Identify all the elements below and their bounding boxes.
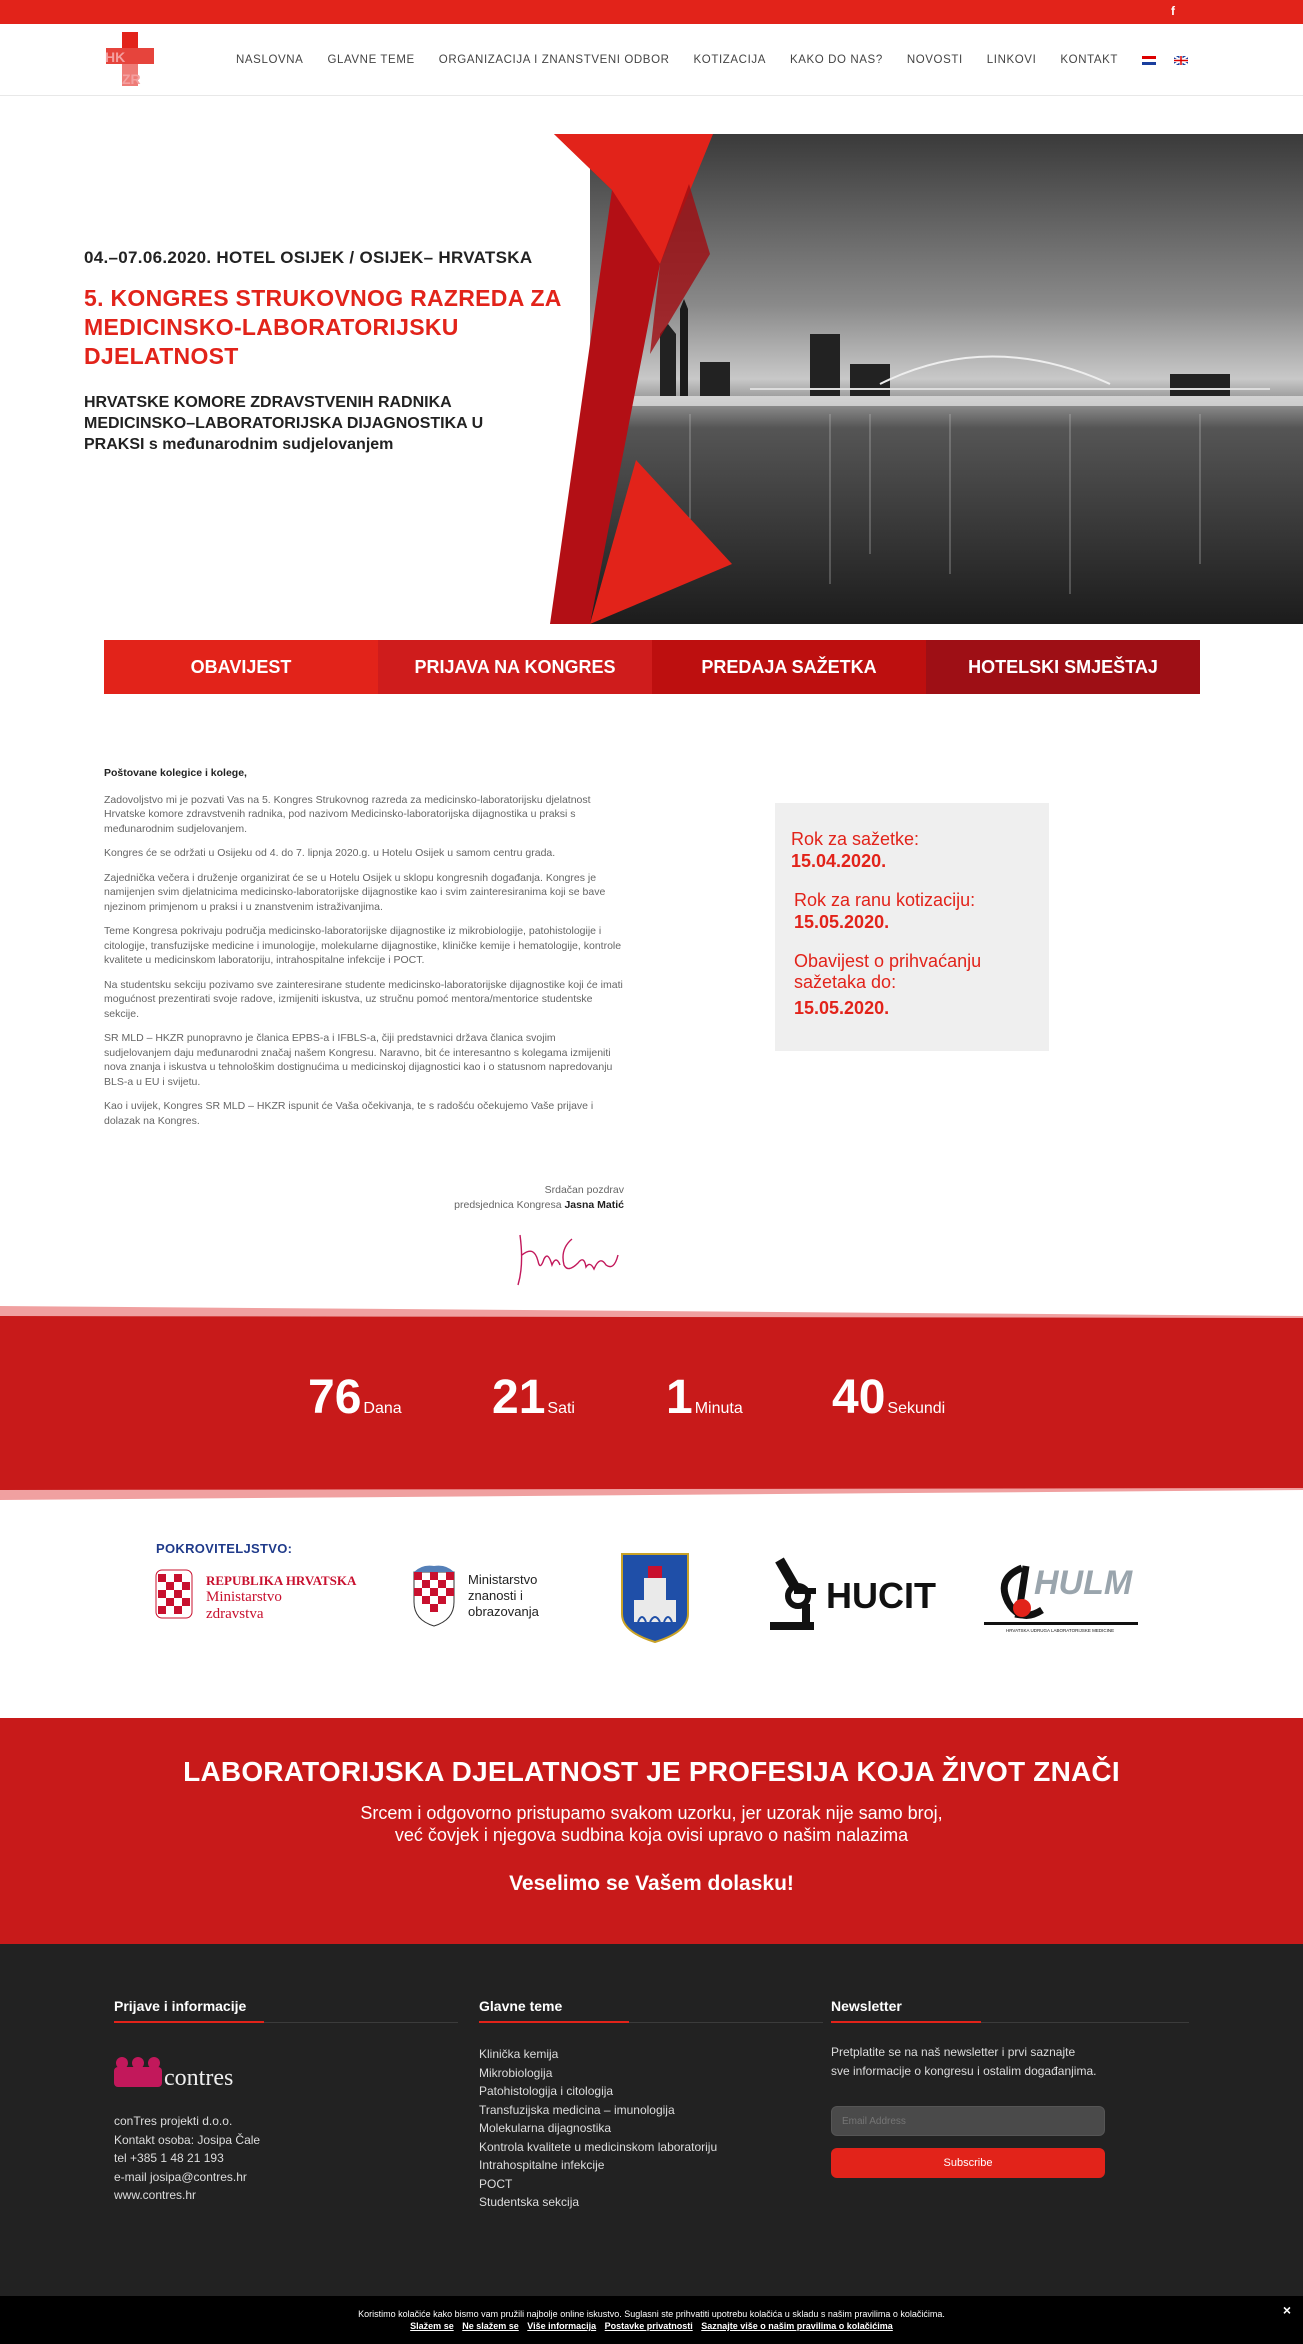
ministry-science-logo[interactable]: [410, 1562, 560, 1628]
cookie-decline-link[interactable]: Ne slažem se: [462, 2321, 519, 2331]
slogan-text: [0, 1802, 1303, 1846]
cookie-more-info-link[interactable]: Više informacija: [527, 2321, 597, 2331]
topic-item[interactable]: Transfuzijska medicina – imunologija: [479, 2102, 675, 2117]
congress-title: 5. KONGRES STRUKOVNOG RAZREDA ZA MEDICINSKO-LABORATORIJSKU DJELATNOST: [84, 285, 561, 369]
footer-col-title: Glavne teme: [479, 1998, 823, 2023]
deadline-label: Obavijest o prihvaćanju sažetaka do:: [794, 951, 982, 992]
deadline-value: 15.05.2020.: [794, 998, 890, 1018]
deadlines-box: [775, 803, 1049, 1051]
close-icon[interactable]: ×: [1282, 2302, 1291, 2318]
nav-kontakt[interactable]: KONTAKT: [1060, 54, 1119, 66]
hero-section: [0, 96, 1303, 626]
sponsors-section: [0, 1500, 1303, 1718]
cookie-bar: [0, 2296, 1303, 2344]
deadline-value: 15.04.2020.: [791, 851, 887, 871]
newsletter-line: sve informacije o kongresu i ostalim događanjima.: [831, 2063, 1097, 2078]
contact-website[interactable]: www.contres.hr: [114, 2188, 197, 2202]
cookie-privacy-settings-link[interactable]: Postavke privatnosti: [604, 2321, 693, 2331]
flag-hr-icon[interactable]: [1142, 56, 1156, 65]
sponsors-title: POKROVITELJSTVO:: [156, 1541, 293, 1556]
ministry-health-logo[interactable]: [154, 1568, 394, 1624]
nav-glavne-teme[interactable]: GLAVNE TEME: [327, 54, 415, 66]
letter-paragraph: Kongres će se održati u Osijeku od 4. do 7. lipnja 2020.g. u Hotelu Osijek u samom centru grada.: [104, 847, 556, 859]
deadline-label: Rok za sažetke:: [791, 829, 920, 849]
letter-paragraph: Kao i uvijek, Kongres SR MLD – HKZR ispunit će Vaša očekivanja, te s radošću očekujemo Vaše prijave i dolazak na Kongres.: [104, 1100, 594, 1127]
flag-uk-icon[interactable]: [1174, 56, 1188, 65]
newsletter-line: Pretplatite se na naš newsletter i prvi saznajte: [831, 2045, 1076, 2059]
countdown-days: [308, 1370, 402, 1425]
signer-role: predsjednica Kongresa: [454, 1199, 562, 1211]
logo-text-top: HK: [105, 49, 126, 65]
countdown-minutes: [666, 1370, 743, 1425]
countdown-background: [0, 1306, 1303, 1500]
letter-signature: [380, 1183, 624, 1296]
letter-paragraph: Zajednička večera i druženje organizirat će se u Hotelu Osijek u sklopu kongresnih događanja. Kongres je namijenjen svim djelatnicima medicinsko-laboratorijske dijagnostike kao i svim zainteresiranima koji se bave njezinom primjenom u praksi i u znanstvenim istraživanjima.: [104, 871, 606, 913]
hkzr-logo[interactable]: [102, 30, 162, 90]
logo-text-bottom: ZR: [122, 71, 141, 87]
ministry-science-line1: Ministarstvo: [468, 1572, 538, 1587]
facebook-icon[interactable]: f: [1171, 4, 1175, 18]
hero-city-image: [550, 134, 1303, 624]
welcome-text: Veselimo se Vašem dolasku!: [509, 1872, 794, 1895]
tab-hotelski-smjestaj[interactable]: HOTELSKI SMJEŠTAJ: [926, 640, 1200, 694]
deadline-acceptance: [791, 951, 1033, 1019]
contact-email[interactable]: e-mail josipa@contres.hr: [114, 2169, 247, 2184]
deadline-abstracts: [791, 829, 1033, 872]
contact-line: tel +385 1 48 21 193: [114, 2151, 224, 2165]
email-input[interactable]: [831, 2106, 1105, 2136]
countdown-value: 40: [832, 1371, 886, 1424]
nav-novosti[interactable]: NOVOSTI: [906, 54, 963, 66]
nav-kotizacija[interactable]: KOTIZACIJA: [693, 54, 766, 66]
letter-greeting: Poštovane kolegice i kolege,: [104, 767, 247, 779]
contact-line: Kontakt osoba: Josipa Čale: [114, 2132, 261, 2147]
countdown-unit: Sati: [547, 1400, 575, 1417]
nav-linkovi[interactable]: LINKOVI: [986, 54, 1037, 66]
topic-item[interactable]: Studentska sekcija: [479, 2195, 580, 2209]
topics-list: [479, 2045, 823, 2212]
cookie-text: Koristimo kolačiće kako bismo vam pružili najbolje online iskustvo. Suglasni ste prihvatiti upotrebu kolačića u skladu s našim pravilima o kolačićima.: [358, 2309, 945, 2319]
closing-text: Srdačan pozdrav: [544, 1184, 624, 1196]
topic-item[interactable]: Klinička kemija: [479, 2047, 559, 2061]
signature-image: [514, 1225, 624, 1291]
site-footer: [0, 1944, 1303, 2296]
ministry-health-line3: zdravstva: [206, 1606, 264, 1622]
hulm-text: HULM: [1034, 1564, 1133, 1602]
signer-name: Jasna Matić: [564, 1199, 624, 1211]
contact-line: conTres projekti d.o.o.: [114, 2114, 233, 2128]
countdown-value: 1: [666, 1371, 693, 1424]
letter-paragraph: Na studentsku sekciju pozivamo sve zainteresirane studente medicinsko-laboratorijske dijagnostike koji će imati mogućnost prezentirati svoje radove, izmijeniti iskustva, uz stručnu pomoć mentora/mentorice studentske sekcije.: [104, 978, 623, 1020]
tab-predaja-sazetka[interactable]: PREDAJA SAŽETKA: [652, 640, 926, 694]
hucit-text: HUCIT: [826, 1575, 936, 1616]
letter-paragraph: SR MLD – HKZR punopravno je članica EPBS-a i IFBLS-a, čiji predstavnici država članica svojim sudjelovanjem daju međunarodni značaj našem Kongresu. Naravno, bit će interesantno s kolegama izmijeniti nova znanja i iskustva u tehnološkim dostignućima u medicinskoj dijagnostici kao i o statusnom napredovanju BLS-a u EU i svijetu.: [104, 1032, 613, 1088]
ministry-health-line2: Ministarstvo: [206, 1589, 282, 1605]
countdown-unit: Dana: [363, 1400, 402, 1417]
tab-prijava[interactable]: PRIJAVA NA KONGRES: [378, 640, 652, 694]
main-nav: [236, 24, 1206, 96]
welcome-letter: [104, 766, 624, 1138]
countdown-unit: Sekundi: [887, 1400, 946, 1417]
cookie-policy-link[interactable]: Saznajte više o našim pravilima o kolačićima: [701, 2321, 893, 2331]
letter-paragraph: Zadovoljstvo mi je pozvati Vas na 5. Kongres Strukovnog razreda za medicinsko-laboratorijsku djelatnost Hrvatske komore zdravstvenih radnika, pod nazivom Medicinsko-laboratorijska dijagnostika u praksi s međunarodnim sudjelovanjem.: [104, 793, 591, 835]
contres-brand-text: contres: [164, 2065, 234, 2091]
letter-paragraph: Teme Kongresa pokrivaju područja medicinsko-laboratorijske dijagnostike iz mikrobiologije, patohistologije i citologije, transfuzijske medicine i imunologije, molekularne dijagnostike, kliničke kemije i hematologije, kontrole kvalitete u medicinskom laboratoriju, intrahospitalne infekcije i POCT.: [104, 925, 622, 966]
countdown-hours: [492, 1370, 575, 1425]
event-date: 04.–07.06.2020. HOTEL OSIJEK / OSIJEK– HRVATSKA: [84, 248, 533, 267]
topic-item[interactable]: Mikrobiologija: [479, 2065, 553, 2080]
footer-col-title: Newsletter: [831, 1998, 1189, 2023]
newsletter-text: [831, 2043, 1189, 2080]
deadline-value: 15.05.2020.: [794, 912, 890, 932]
footer-col-topics: [479, 1998, 823, 2212]
contres-logo[interactable]: [114, 2051, 264, 2093]
topic-item[interactable]: Intrahospitalne infekcije: [479, 2158, 605, 2172]
slogan-heading: LABORATORIJSKA DJELATNOST JE PROFESIJA KOJA ŽIVOT ZNAČI: [183, 1756, 1120, 1787]
topic-item[interactable]: Molekularna dijagnostika: [479, 2121, 612, 2135]
slogan-section: [0, 1718, 1303, 1944]
nav-organizacija[interactable]: ORGANIZACIJA I ZNANSTVENI ODBOR: [438, 54, 670, 66]
tab-obavijest[interactable]: OBAVIJEST: [104, 640, 378, 694]
topic-item[interactable]: Patohistologija i citologija: [479, 2084, 614, 2098]
ministry-science-line3: obrazovanja: [468, 1604, 539, 1619]
slogan-line-2: već čovjek i njegova sudbina koja ovisi upravo o našim nalazima: [394, 1825, 909, 1845]
hulm-subtext: HRVATSKA UDRUGA LABORATORIJSKE MEDICINE: [1006, 1628, 1115, 1633]
countdown-value: 21: [492, 1371, 546, 1424]
ministry-science-line2: znanosti i: [468, 1588, 523, 1603]
nav-naslovna[interactable]: NASLOVNA: [236, 54, 304, 66]
congress-subtitle: HRVATSKE KOMORE ZDRAVSTVENIH RADNIKA MEDICINSKO–LABORATORIJSKA DIJAGNOSTIKA U PRAKSI s međunarodnim sudjelovanjem: [84, 394, 484, 453]
countdown-value: 76: [308, 1371, 362, 1424]
topic-item[interactable]: Kontrola kvalitete u medicinskom laboratoriju: [479, 2139, 718, 2154]
countdown-seconds: [832, 1370, 945, 1425]
deadline-label: Rok za ranu kotizaciju:: [794, 890, 976, 910]
footer-col-title: Prijave i informacije: [114, 1998, 458, 2023]
osijek-coat-of-arms[interactable]: [620, 1552, 690, 1644]
quick-tabs: [104, 640, 1200, 694]
subscribe-button[interactable]: Subscribe: [831, 2148, 1105, 2178]
contact-lines: [114, 2112, 458, 2205]
countdown-unit: Minuta: [694, 1400, 743, 1417]
hucit-logo[interactable]: [766, 1552, 942, 1636]
topic-item[interactable]: POCT: [479, 2176, 513, 2191]
site-header: [0, 24, 1303, 96]
footer-col-contact: [114, 1998, 458, 2205]
nav-kako-do-nas[interactable]: KAKO DO NAS?: [789, 54, 883, 66]
slogan-line-1: Srcem i odgovorno pristupamo svakom uzorku, jer uzorak nije samo broj,: [360, 1803, 943, 1823]
hulm-logo[interactable]: [982, 1558, 1142, 1638]
cookie-accept-link[interactable]: Slažem se: [410, 2321, 454, 2331]
top-bar: [0, 0, 1303, 24]
deadline-early-fee: [791, 890, 1033, 933]
ministry-health-line1: REPUBLIKA HRVATSKA: [206, 1573, 357, 1588]
footer-col-newsletter: [831, 1998, 1189, 2178]
